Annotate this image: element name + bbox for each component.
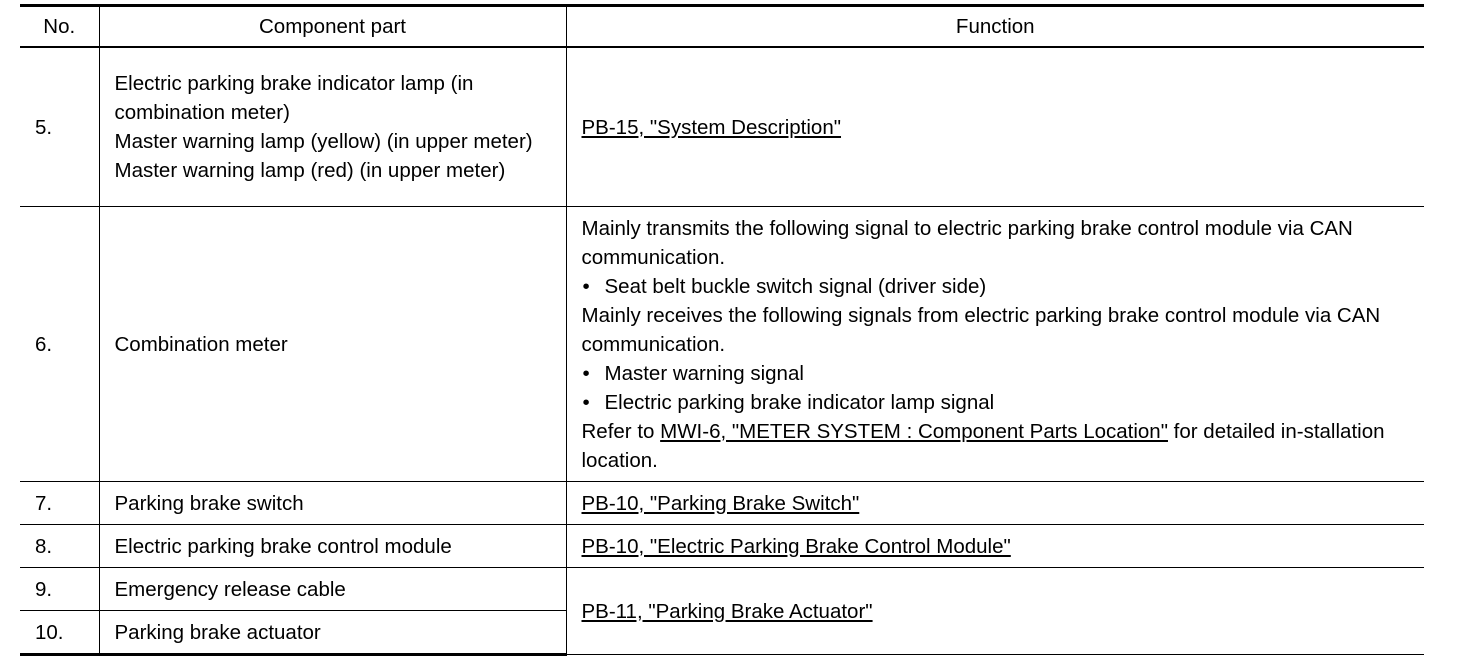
function-cell (566, 568, 1424, 655)
table-row (20, 568, 1424, 611)
function-cell (566, 482, 1424, 525)
function-text: Mainly transmits the following signal to electric parking brake control module via CAN communication. (581, 216, 1353, 269)
component-part-line: Electric parking brake indicator lamp (in combination meter) (114, 72, 474, 124)
bullet-text: Electric parking brake indicator lamp signal (604, 390, 995, 414)
function-text: Mainly receives the following signals from electric parking brake control module via CAN communication. (581, 303, 1381, 356)
refer-text (582, 417, 1417, 475)
header-component-part: Component part (99, 6, 566, 48)
system-description-link[interactable]: PB-15, "System Description" (581, 115, 842, 139)
bullet-glyph: • (582, 361, 590, 385)
header-no: No. (20, 6, 99, 48)
header-function: Function (566, 6, 1424, 48)
bullet-text: Seat belt buckle switch signal (driver side) (604, 274, 987, 298)
function-cell (566, 525, 1424, 568)
row-number: 10. (20, 611, 99, 655)
component-part-cell: Emergency release cable (99, 568, 566, 611)
bullet-item (582, 359, 1417, 388)
component-part-cell: Parking brake switch (99, 482, 566, 525)
row-number: 6. (20, 207, 99, 482)
parking-brake-actuator-link[interactable]: PB-11, "Parking Brake Actuator" (581, 599, 873, 623)
component-parts-table (20, 4, 1424, 656)
bullet-item (582, 388, 1417, 417)
control-module-link[interactable]: PB-10, "Electric Parking Brake Control Module" (581, 534, 1011, 558)
component-part-line: Master warning lamp (yellow) (in upper meter) (114, 130, 533, 153)
table-row (20, 525, 1424, 568)
refer-suffix: for detailed in-stallation location. (581, 419, 1385, 472)
component-part-line: Master warning lamp (red) (in upper meter) (114, 159, 506, 182)
table-row (20, 482, 1424, 525)
bullet-glyph: • (582, 274, 590, 298)
table-row (20, 47, 1424, 207)
component-part-cell: Parking brake actuator (99, 611, 566, 655)
component-part-cell: Electric parking brake control module (99, 525, 566, 568)
bullet-text: Master warning signal (604, 361, 804, 385)
table-row (20, 207, 1424, 482)
row-number: 9. (20, 568, 99, 611)
parking-brake-switch-link[interactable]: PB-10, "Parking Brake Switch" (581, 491, 860, 515)
function-cell (566, 47, 1424, 207)
row-number: 8. (20, 525, 99, 568)
row-number: 5. (20, 47, 99, 207)
meter-system-link[interactable]: MWI-6, "METER SYSTEM : Component Parts Location" (660, 419, 1168, 443)
refer-prefix: Refer to (581, 419, 661, 443)
function-cell (566, 207, 1424, 482)
bullet-item (582, 272, 1417, 301)
component-part-cell: Combination meter (99, 207, 566, 482)
bullet-glyph: • (582, 390, 590, 414)
table-header-row (20, 6, 1424, 48)
component-part-cell (99, 47, 566, 207)
row-number: 7. (20, 482, 99, 525)
